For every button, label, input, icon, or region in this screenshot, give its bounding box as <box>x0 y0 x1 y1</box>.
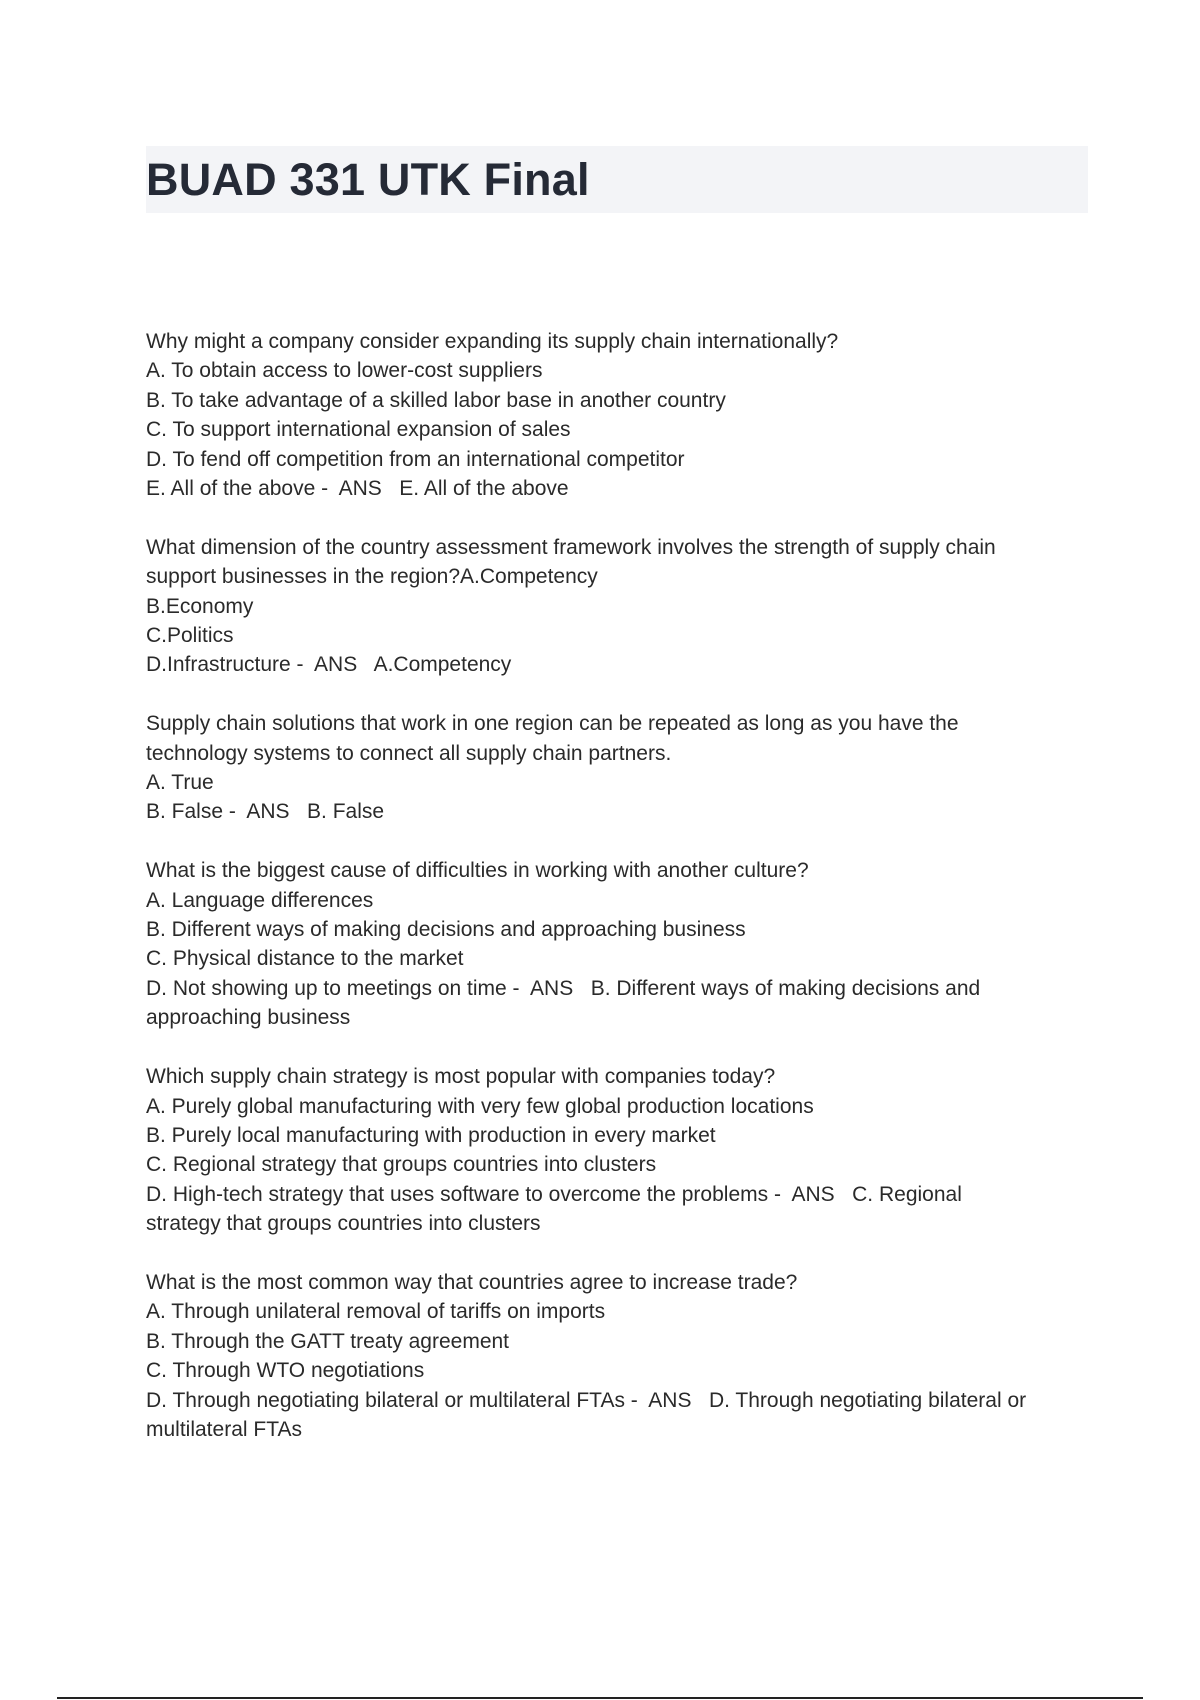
answer-text-continued: multilateral FTAs <box>146 1417 302 1441</box>
page-title: BUAD 331 UTK Final <box>146 154 590 205</box>
answer-option-d: D. To fend off competition from an international competitor <box>146 447 685 471</box>
answer-option-b: B. Through the GATT treaty agreement <box>146 1329 510 1353</box>
footer-divider <box>57 1697 1143 1699</box>
question-text-continued: support businesses in the region?A.Competency <box>146 565 598 589</box>
answer-text-continued: approaching business <box>146 1006 351 1030</box>
title-bar <box>146 146 1088 213</box>
question-block-6 <box>146 1268 1096 1444</box>
answer-option-b: B.Economy <box>146 594 254 618</box>
answer-option-a: A. Language differences <box>146 888 374 912</box>
answer-option-c: C. To support international expansion of sales <box>146 418 571 442</box>
question-block-2 <box>146 533 1096 680</box>
question-block-1 <box>146 327 1096 503</box>
answer-option-c: C. Physical distance to the market <box>146 947 464 971</box>
question-text: What is the biggest cause of difficulties in working with another culture? <box>146 859 809 883</box>
answer-option-a: A. To obtain access to lower-cost suppliers <box>146 359 543 383</box>
question-text-continued: technology systems to connect all supply chain partners. <box>146 741 672 765</box>
question-text: What dimension of the country assessment framework involves the strength of supply chain <box>146 535 996 559</box>
answer-option-c: C. Through WTO negotiations <box>146 1359 425 1383</box>
question-block-5 <box>146 1062 1096 1238</box>
answer-option-b: B. Different ways of making decisions and approaching business <box>146 918 746 942</box>
answer-option-b: B. Purely local manufacturing with production in every market <box>146 1123 716 1147</box>
question-list <box>146 327 1096 1474</box>
answer-option-b: B. To take advantage of a skilled labor base in another country <box>146 388 726 412</box>
question-text: What is the most common way that countries agree to increase trade? <box>146 1270 798 1294</box>
answer-option-a: A. Purely global manufacturing with very few global production locations <box>146 1094 814 1118</box>
answer-option-d-with-answer: D. Through negotiating bilateral or multilateral FTAs - ANS D. Through negotiating bilateral or <box>146 1388 1027 1412</box>
answer-option-b-with-answer: B. False - ANS B. False <box>146 800 385 824</box>
question-block-3 <box>146 709 1096 827</box>
question-text: Why might a company consider expanding its supply chain internationally? <box>146 330 839 353</box>
answer-option-c: C. Regional strategy that groups countries into clusters <box>146 1153 657 1177</box>
question-text: Which supply chain strategy is most popular with companies today? <box>146 1065 776 1089</box>
answer-option-d-with-answer: D. Not showing up to meetings on time - ANS B. Different ways of making decisions and <box>146 976 981 1000</box>
answer-option-e-with-answer: E. All of the above - ANS E. All of the above <box>146 477 569 501</box>
question-text: Supply chain solutions that work in one region can be repeated as long as you have the <box>146 712 959 736</box>
question-block-4 <box>146 856 1096 1032</box>
answer-option-a: A. Through unilateral removal of tariffs on imports <box>146 1300 606 1324</box>
answer-option-a: A. True <box>146 771 214 795</box>
answer-text-continued: strategy that groups countries into clusters <box>146 1212 541 1236</box>
answer-option-d-with-answer: D.Infrastructure - ANS A.Competency <box>146 653 512 677</box>
answer-option-c: C.Politics <box>146 624 234 648</box>
answer-option-d-with-answer: D. High-tech strategy that uses software to overcome the problems - ANS C. Regional <box>146 1182 962 1206</box>
